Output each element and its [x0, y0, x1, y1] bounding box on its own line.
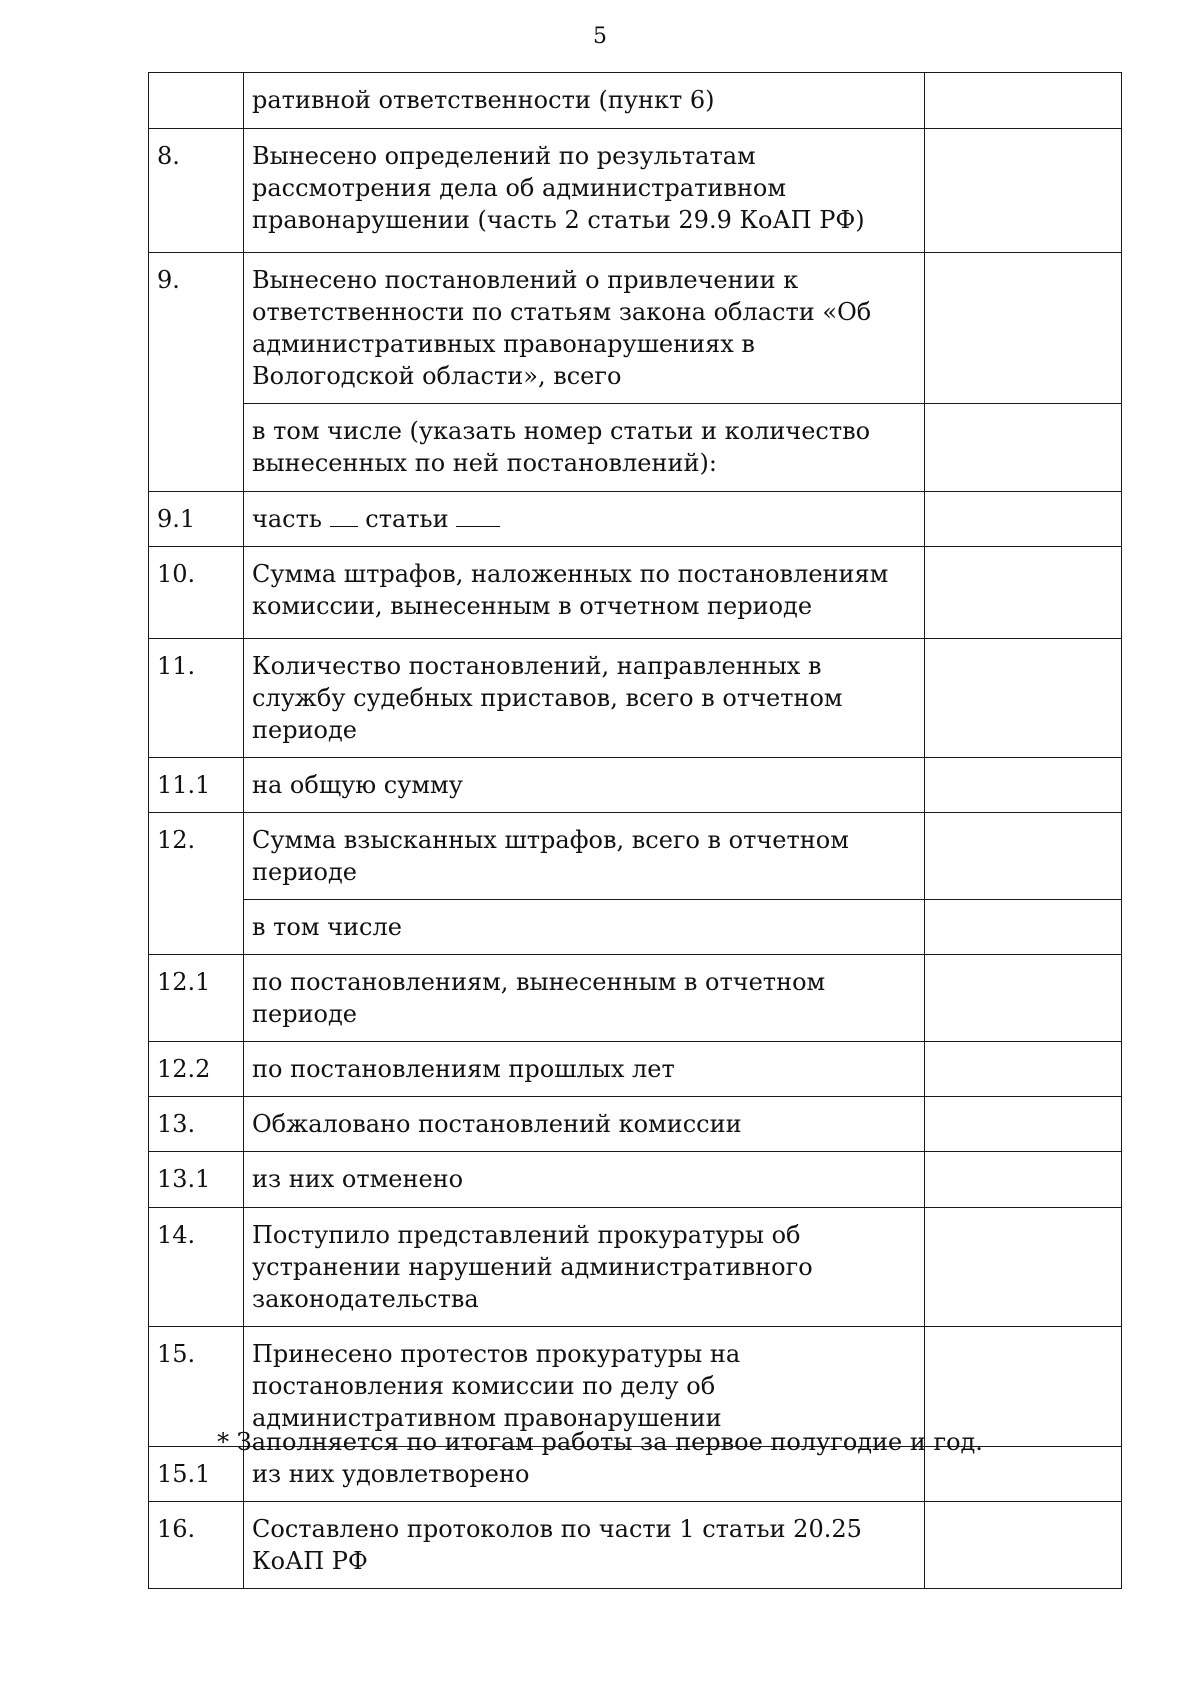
row-text-part: статьи: [365, 505, 449, 533]
row-number: 15.: [149, 1327, 244, 1447]
row-number: 12.1: [149, 955, 244, 1042]
row-number: 12.2: [149, 1042, 244, 1097]
table-row: [149, 1502, 1122, 1589]
row-number: 13.1: [149, 1152, 244, 1208]
table-row: [149, 253, 1122, 404]
blank-line: [330, 525, 358, 527]
row-text: по постановлениям, вынесенным в отчетном периоде: [244, 955, 925, 1042]
table-row: [149, 129, 1122, 253]
row-text: из них удовлетворено: [244, 1447, 925, 1502]
row-value: [925, 253, 1122, 404]
row-text: Вынесено постановлений о привлечении к ответственности по статьям закона области «Об административных правонарушениях в Вологодской области», всего: [244, 253, 925, 404]
row-text: Количество постановлений, направленных в службу судебных приставов, всего в отчетном периоде: [244, 639, 925, 758]
row-number: 16.: [149, 1502, 244, 1589]
row-value: [925, 1208, 1122, 1327]
blank-line: [456, 525, 500, 527]
row-number: 15.1: [149, 1447, 244, 1502]
row-number: 10.: [149, 547, 244, 639]
row-value: [925, 1097, 1122, 1152]
row-value: [925, 955, 1122, 1042]
row-value: [925, 900, 1122, 955]
row-value: [925, 547, 1122, 639]
page-number: 5: [593, 24, 607, 49]
table-row: [149, 1152, 1122, 1208]
row-text: Сумма взысканных штрафов, всего в отчетном периоде: [244, 813, 925, 900]
row-number: 11.1: [149, 758, 244, 813]
row-text: на общую сумму: [244, 758, 925, 813]
row-number: 13.: [149, 1097, 244, 1152]
row-text: Обжаловано постановлений комиссии: [244, 1097, 925, 1152]
table-row: [149, 404, 1122, 492]
table-row: [149, 492, 1122, 547]
row-text: в том числе: [244, 900, 925, 955]
table-row: [149, 1208, 1122, 1327]
row-text-part: часть: [252, 505, 322, 533]
row-number: 14.: [149, 1208, 244, 1327]
row-value: [925, 1042, 1122, 1097]
table-row: [149, 639, 1122, 758]
report-table: [148, 72, 1122, 1589]
row-text: в том числе (указать номер статьи и количество вынесенных по ней постановлений):: [244, 404, 925, 492]
row-number: 12.: [149, 813, 244, 955]
row-number: [149, 73, 244, 129]
footnote: * Заполняется по итогам работы за первое полугодие и год.: [217, 1428, 983, 1456]
row-number: 8.: [149, 129, 244, 253]
table-row: [149, 1042, 1122, 1097]
row-text: по постановлениям прошлых лет: [244, 1042, 925, 1097]
table-row: [149, 900, 1122, 955]
row-number: 11.: [149, 639, 244, 758]
row-value: [925, 813, 1122, 900]
table-row: [149, 547, 1122, 639]
row-number: 9.1: [149, 492, 244, 547]
table-row: [149, 813, 1122, 900]
row-text: Принесено протестов прокуратуры на постановления комиссии по делу об административном правонарушении: [244, 1327, 925, 1447]
row-value: [925, 1502, 1122, 1589]
row-text: Вынесено определений по результатам рассмотрения дела об административном правонарушении (часть 2 статьи 29.9 КоАП РФ): [244, 129, 925, 253]
row-text: Составлено протоколов по части 1 статьи 20.25 КоАП РФ: [244, 1502, 925, 1589]
row-value: [925, 758, 1122, 813]
row-text: Поступило представлений прокуратуры об устранении нарушений административного законодательства: [244, 1208, 925, 1327]
table-row: [149, 1097, 1122, 1152]
table-row: [149, 73, 1122, 129]
table-row: [149, 955, 1122, 1042]
row-value: [925, 404, 1122, 492]
row-value: [925, 129, 1122, 253]
row-value: [925, 1152, 1122, 1208]
table-row: [149, 758, 1122, 813]
row-value: [925, 73, 1122, 129]
row-text: ративной ответственности (пункт 6): [244, 73, 925, 129]
row-text: [244, 492, 925, 547]
row-number: 9.: [149, 253, 244, 492]
row-value: [925, 492, 1122, 547]
row-text: из них отменено: [244, 1152, 925, 1208]
row-text: Сумма штрафов, наложенных по постановлениям комиссии, вынесенным в отчетном периоде: [244, 547, 925, 639]
row-value: [925, 639, 1122, 758]
